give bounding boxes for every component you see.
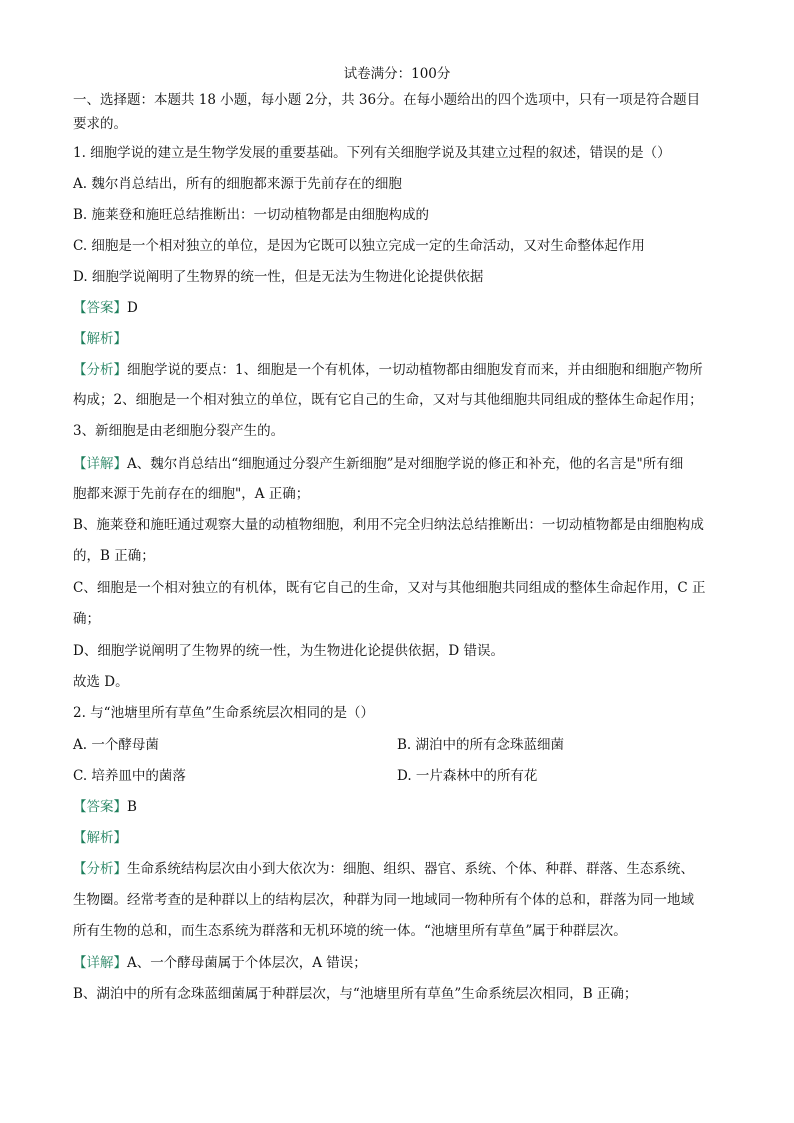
q1-fenxi-line-1 — [73, 360, 703, 380]
q1-answer-tag: 【答案】 — [73, 300, 127, 316]
q1-detail-line-4: 的，B 正确； — [73, 548, 155, 564]
q2-fenxi-line-1 — [73, 859, 694, 879]
section-heading-line-1: 一、选择题：本题共 18 小题，每小题 2分，共 36分。在每小题给出的四个选项中，只有一项是符合题目 — [73, 92, 701, 108]
q1-stem: 1. 细胞学说的建立是生物学发展的重要基础。下列有关细胞学说及其建立过程的叙述，错误的是（） — [73, 145, 671, 161]
q1-option-a: A. 魏尔肖总结出，所有的细胞都来源于先前存在的细胞 — [73, 176, 402, 192]
q1-answer-value: D — [127, 300, 138, 316]
q1-answer — [73, 298, 138, 318]
q1-detail-tag: 【详解】 — [73, 456, 127, 472]
q2-option-c: C. 培养皿中的菌落 — [73, 768, 186, 784]
q1-detail-line-2: 胞都来源于先前存在的细胞"，A 正确； — [73, 486, 310, 502]
q2-detail-tag: 【详解】 — [73, 955, 127, 971]
q1-option-b: B. 施莱登和施旺总结推断出：一切动植物都是由细胞构成的 — [73, 207, 430, 223]
q1-analysis-heading — [73, 329, 127, 349]
q2-answer — [73, 797, 137, 817]
q1-detail-text-1: A、魏尔肖总结出“细胞通过分裂产生新细胞”是对细胞学说的修正和补充，他的名言是"所有细 — [127, 456, 684, 472]
q1-fenxi-text-1: 细胞学说的要点：1、细胞是一个有机体，一切动植物都由细胞发育而来，并由细胞和细胞产物所 — [127, 362, 703, 378]
q1-option-c: C. 细胞是一个相对独立的单位，是因为它既可以独立完成一定的生命活动，又对生命整体起作用 — [73, 238, 645, 254]
q1-detail-line-1 — [73, 454, 683, 474]
q2-option-d: D. 一片森林中的所有花 — [397, 768, 538, 784]
q2-option-a: A. 一个酵母菌 — [73, 737, 159, 753]
q2-fenxi-text-1: 生命系统结构层次由小到大依次为：细胞、组织、器官、系统、个体、种群、群落、生态系统、 — [127, 861, 694, 877]
exam-total-score: 试卷满分：100分 — [343, 66, 451, 82]
q1-conclusion: 故选 D。 — [73, 674, 129, 690]
q2-fenxi-line-3: 所有生物的总和，而生态系统为群落和无机环境的统一体。“池塘里所有草鱼”属于种群层次。 — [73, 923, 627, 939]
q1-fenxi-tag: 【分析】 — [73, 362, 127, 378]
q2-answer-tag: 【答案】 — [73, 799, 127, 815]
q1-detail-line-6: 确； — [73, 611, 100, 627]
q2-detail-line-1 — [73, 953, 367, 973]
q1-detail-line-7: D、细胞学说阐明了生物界的统一性，为生物进化论提供依据，D 错误。 — [73, 643, 504, 659]
q2-detail-text-1: A、一个酵母菌属于个体层次，A 错误； — [127, 955, 367, 971]
q1-detail-line-3: B、施莱登和施旺通过观察大量的动植物细胞，利用不完全归纳法总结推断出：一切动植物都是由细胞构成 — [73, 517, 704, 533]
q2-option-b: B. 湖泊中的所有念珠蓝细菌 — [397, 737, 565, 753]
q1-analysis-tag: 【解析】 — [73, 331, 127, 347]
q2-answer-value: B — [127, 799, 137, 815]
q1-fenxi-line-3: 3、新细胞是由老细胞分裂产生的。 — [73, 423, 285, 439]
q2-detail-line-2: B、湖泊中的所有念珠蓝细菌属于种群层次，与“池塘里所有草鱼”生命系统层次相同，B 正确； — [73, 986, 638, 1002]
q1-option-d: D. 细胞学说阐明了生物界的统一性，但是无法为生物进化论提供依据 — [73, 269, 484, 285]
q2-analysis-tag: 【解析】 — [73, 830, 127, 846]
q2-analysis-heading — [73, 828, 127, 848]
q2-stem: 2. 与“池塘里所有草鱼”生命系统层次相同的是（） — [73, 705, 374, 721]
q2-fenxi-tag: 【分析】 — [73, 861, 127, 877]
q1-detail-line-5: C、细胞是一个相对独立的有机体，既有它自己的生命，又对与其他细胞共同组成的整体生命起作用，C 正 — [73, 580, 706, 596]
q1-fenxi-line-2: 构成；2、细胞是一个相对独立的单位，既有它自己的生命，又对与其他细胞共同组成的整体生命起作用； — [73, 392, 703, 408]
section-heading-line-2: 要求的。 — [73, 116, 127, 132]
q2-fenxi-line-2: 生物圈。经常考查的是种群以上的结构层次，种群为同一地域同一物种所有个体的总和，群落为同一地域 — [73, 892, 694, 908]
